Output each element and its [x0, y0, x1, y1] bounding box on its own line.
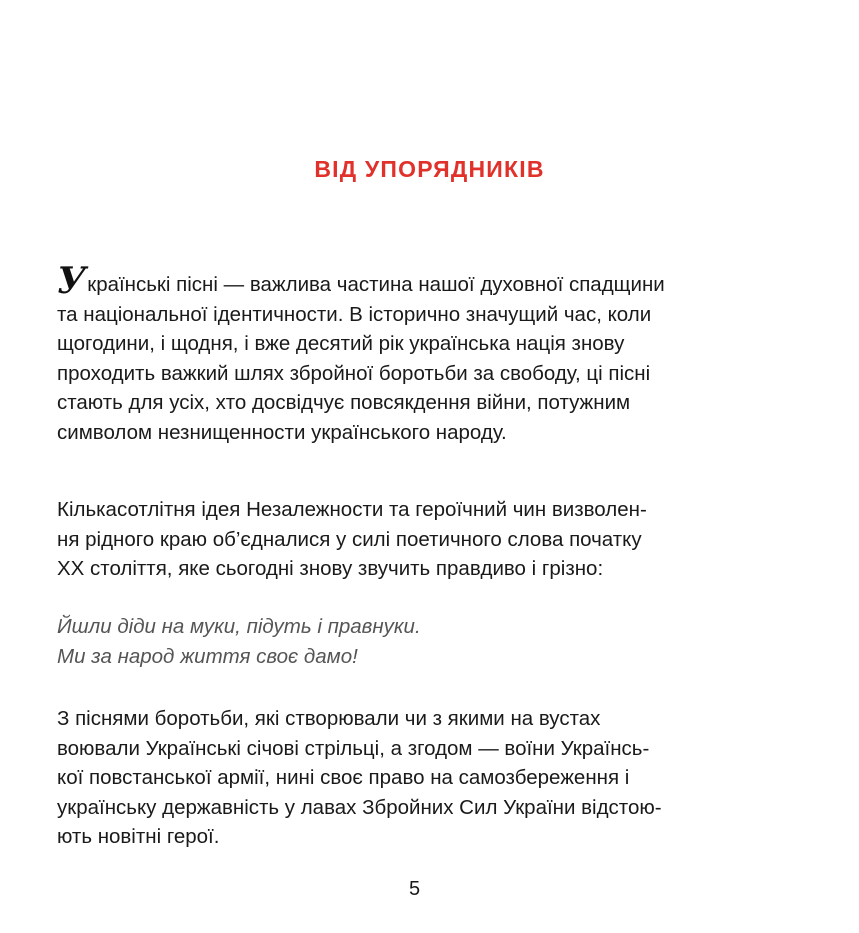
verse-line: Ми за народ життя своє дамо!	[57, 644, 358, 668]
paragraph-line: кої повстанської армії, нині своє право на самозбереження і	[57, 766, 630, 789]
paragraph-line: українську державність у лавах Збройних Сил України відстою-	[57, 795, 662, 819]
paragraph-line: символом незнищенности українського народу.	[57, 420, 507, 444]
paragraph-line: ХХ століття, яке сьогодні знову звучить правдиво і грізно:	[57, 557, 604, 580]
paragraph-intro	[57, 260, 737, 447]
page-number: 5	[408, 878, 421, 900]
paragraph-line-text: країнські пісні — важлива частина нашої духовної спадщини	[87, 273, 665, 296]
paragraph-line: проходить важкий шлях збройної боротьби за свободу, ці пісні	[57, 361, 651, 385]
paragraph-line: Кількасотлітня ідея Незалежности та героїчний чин визволен-	[57, 498, 647, 521]
verse-quote	[57, 612, 737, 671]
paragraph-line: стають для усіх, хто досвідчує повсякдення війни, потужним	[57, 391, 631, 414]
section-heading: ВІД УПОРЯДНИКІВ	[314, 156, 545, 182]
paragraph-line: щогодини, і щодня, і вже десятий рік українська нація знову	[57, 332, 625, 355]
paragraph-line	[57, 260, 737, 302]
paragraph-line: З піснями боротьби, які створювали чи з якими на вустах	[57, 707, 601, 730]
paragraph-line: ють новітні герої.	[57, 825, 220, 848]
paragraph-line: ня рідного краю об’єдналися у силі поетичного слова початку	[57, 527, 642, 551]
verse-line: Йшли діди на муки, підуть і правнуки.	[57, 615, 421, 638]
paragraph-songs	[57, 704, 737, 852]
paragraph-line: та національної ідентичности. В історично значущий час, коли	[57, 302, 652, 326]
paragraph-idea	[57, 495, 737, 584]
drop-cap: У	[57, 260, 87, 302]
paragraph-line: воювали Українські січові стрільці, а згодом — воїни Українсь-	[57, 736, 650, 760]
